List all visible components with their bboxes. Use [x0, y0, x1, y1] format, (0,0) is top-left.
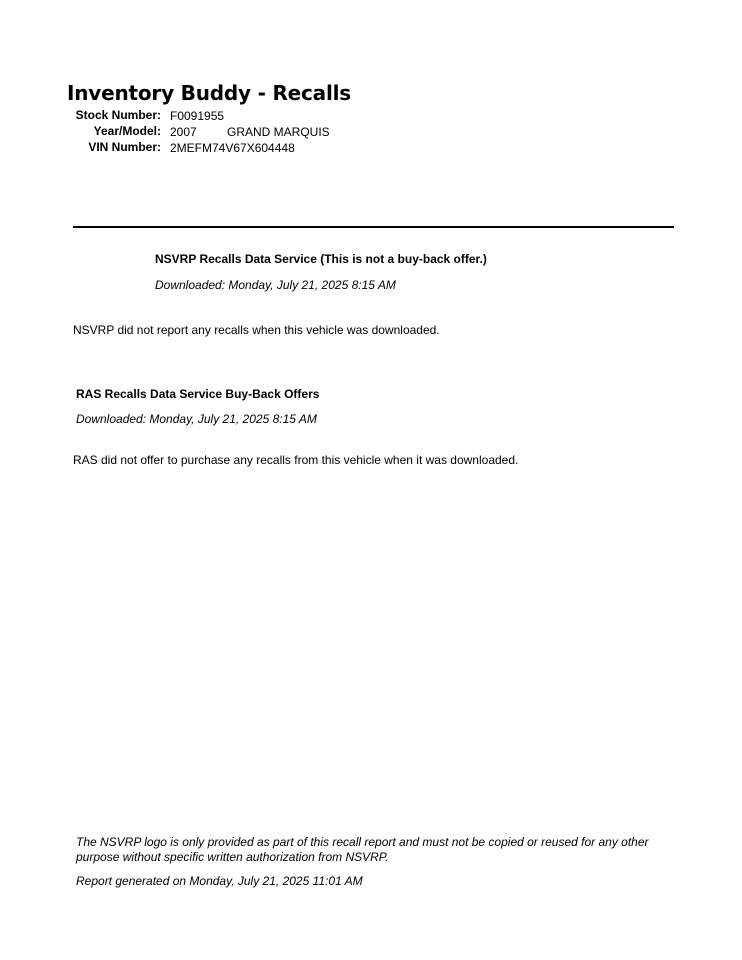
year-value: 2007: [170, 125, 197, 139]
nsvrp-heading: NSVRP Recalls Data Service (This is not a buy-back offer.): [155, 252, 487, 266]
stock-number-label: Stock Number:: [75, 108, 161, 122]
year-model-label: Year/Model:: [93, 124, 161, 138]
report-generated-date: Report generated on Monday, July 21, 2025 11:01 AM: [76, 874, 363, 888]
ras-message: RAS did not offer to purchase any recalls from this vehicle when it was downloaded.: [73, 453, 519, 467]
ras-downloaded-date: Downloaded: Monday, July 21, 2025 8:15 AM: [76, 412, 317, 426]
stock-number-value: F0091955: [170, 109, 225, 123]
vin-number-value: 2MEFM74V67X604448: [170, 141, 295, 155]
section-divider: [73, 226, 674, 228]
logo-disclaimer-line-1: The NSVRP logo is only provided as part of this recall report and must not be copied or reused for any other: [76, 835, 649, 849]
nsvrp-downloaded-date: Downloaded: Monday, July 21, 2025 8:15 AM: [155, 278, 396, 292]
vin-number-label: VIN Number:: [88, 140, 161, 154]
model-value: GRAND MARQUIS: [227, 125, 330, 139]
nsvrp-message: NSVRP did not report any recalls when this vehicle was downloaded.: [73, 323, 440, 337]
page-title: Inventory Buddy - Recalls: [67, 81, 351, 105]
logo-disclaimer-line-2: purpose without specific written authorization from NSVRP.: [76, 850, 389, 864]
ras-heading: RAS Recalls Data Service Buy-Back Offers: [76, 387, 320, 401]
